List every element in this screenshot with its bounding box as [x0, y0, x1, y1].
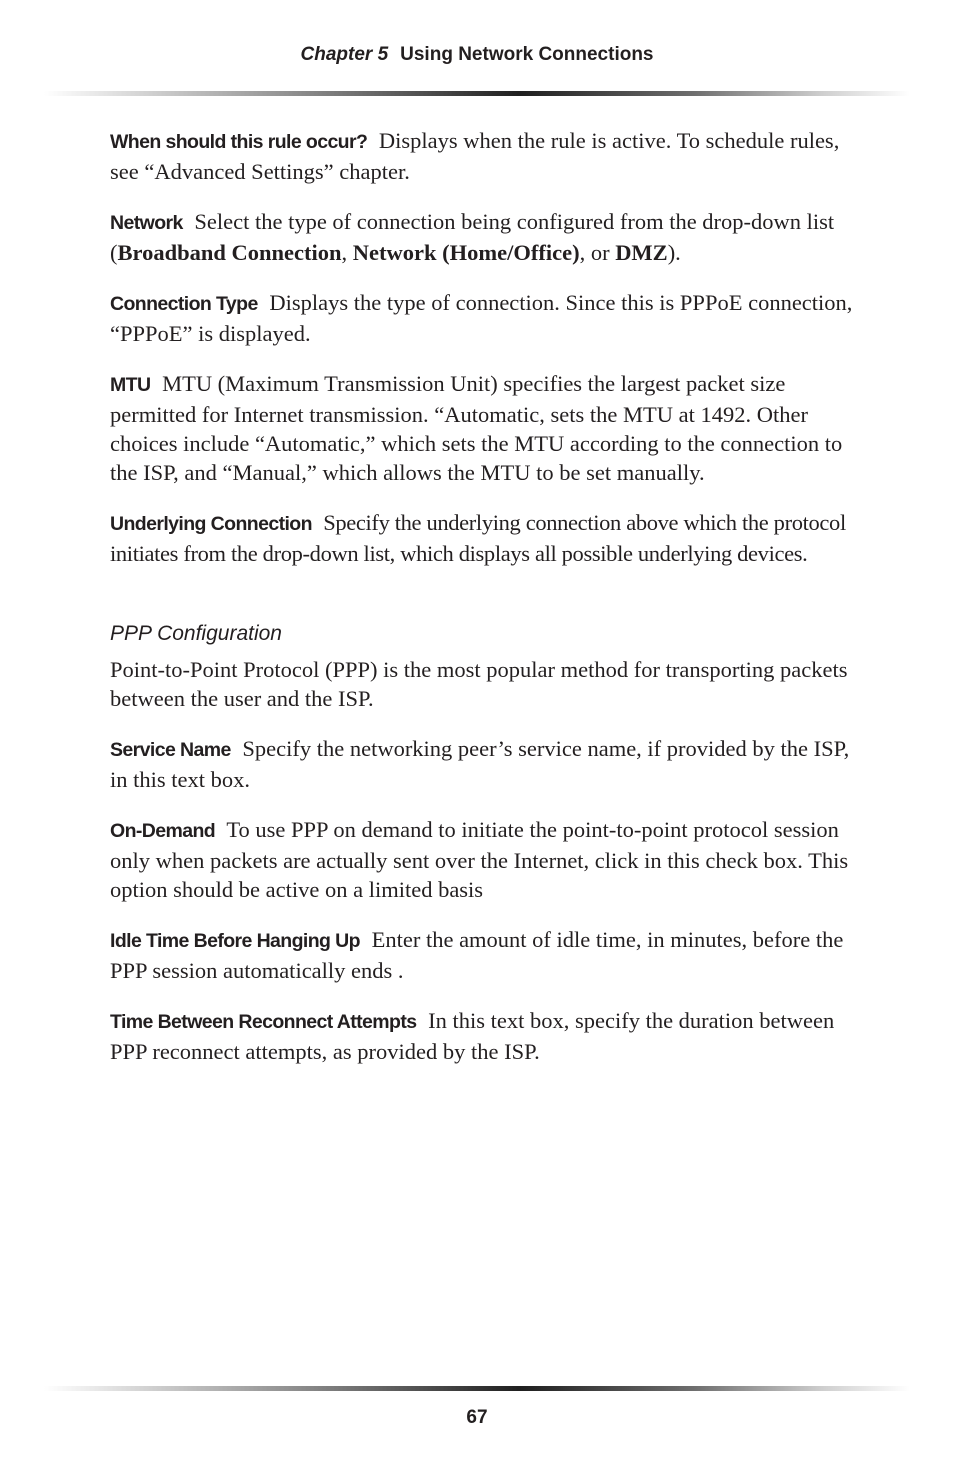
entry-term: MTU	[110, 374, 151, 396]
entry-text: Displays the type of connection. Since this is PPPoE connection, “PPPoE” is displayed.	[110, 290, 853, 346]
entry-term: Network	[110, 212, 183, 234]
entry-term: Time Between Reconnect Attempts	[110, 1011, 417, 1033]
entry-term: Idle Time Before Hanging Up	[110, 930, 360, 952]
entry-term: On-Demand	[110, 820, 216, 842]
entry-text: Displays when the rule is active. To schedule rules, see “Advanced Settings” chapter.	[110, 128, 840, 184]
page-number: 67	[466, 1407, 488, 1428]
section-intro: Point-to-Point Protocol (PPP) is the most popular method for transporting packets between the user and the ISP.	[110, 657, 848, 711]
section-heading-ppp: PPP Configuration	[110, 622, 282, 645]
running-head	[0, 44, 954, 66]
entry-idle-time	[110, 925, 864, 985]
entry-term: Connection Type	[110, 293, 258, 315]
option-network-home-office: Network (Home/Office)	[352, 240, 580, 265]
entry-text: MTU (Maximum Transmission Unit) specifies the largest packet size permitted for Internet transmission. “Automatic, sets the MTU at 1492. Other choices include “Automatic,” which sets the MTU according to the connection to the ISP, and “Manual,” which allows the MTU to be set manually.	[110, 371, 843, 485]
entry-text-end: ).	[667, 240, 681, 265]
entry-text: Select the type of connection being configured from the drop-down list (	[110, 209, 835, 265]
entry-connection-type	[110, 288, 864, 348]
chapter-title: Using Network Connections	[400, 44, 654, 65]
entry-when-rule-occurs	[110, 126, 864, 186]
entry-mtu	[110, 369, 864, 487]
page-body	[110, 126, 864, 1087]
entry-network	[110, 207, 864, 267]
entry-reconnect-attempts	[110, 1006, 864, 1066]
entry-text: In this text box, specify the duration between PPP reconnect attempts, as provided by the ISP.	[110, 1008, 835, 1064]
entry-underlying-connection	[110, 508, 864, 568]
entry-term: When should this rule occur?	[110, 131, 368, 153]
option-dmz: DMZ	[615, 240, 668, 265]
entry-term: Underlying Connection	[110, 513, 312, 535]
entry-text: Specify the networking peer’s service name, if provided by the ISP, in this text box.	[110, 736, 850, 792]
entry-text: Enter the amount of idle time, in minutes, before the PPP session automatically ends .	[110, 927, 844, 983]
footer-rule	[44, 1386, 910, 1391]
header-rule	[44, 91, 910, 96]
option-broadband: Broadband Connection	[117, 240, 342, 265]
chapter-label: Chapter 5	[300, 44, 389, 65]
entry-on-demand	[110, 815, 864, 904]
entry-text: To use PPP on demand to initiate the point-to-point protocol session only when packets are actually sent over the Internet, click in this check box. This option should be active on a limited basis	[110, 817, 849, 902]
entry-service-name	[110, 734, 864, 794]
entry-term: Service Name	[110, 739, 231, 761]
separator: ,	[341, 240, 353, 265]
separator: , or	[579, 240, 616, 265]
entry-text: Specify the underlying connection above which the protocol initiates from the drop-down list, which displays all possible underlying devices.	[110, 510, 846, 566]
